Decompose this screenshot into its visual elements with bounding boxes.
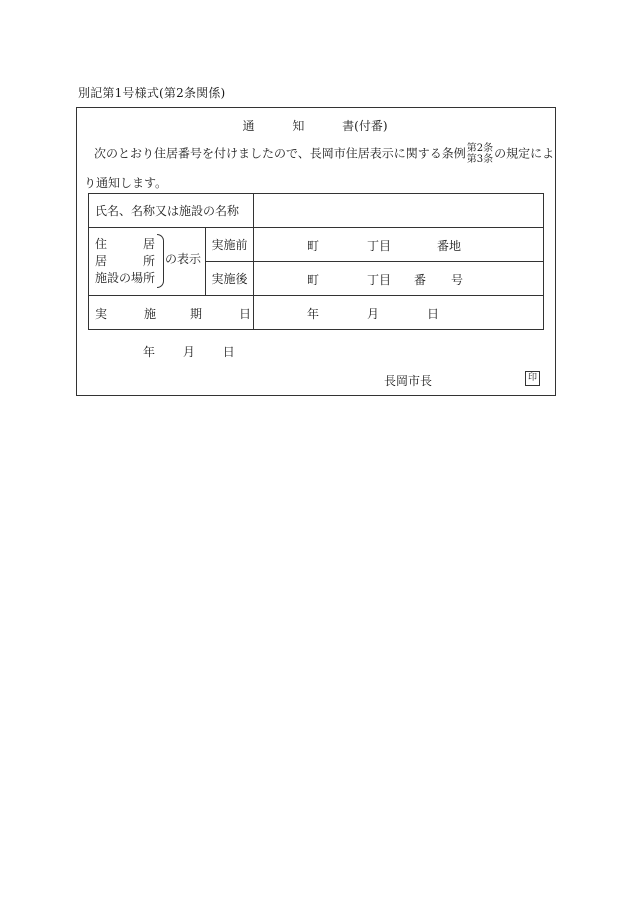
date-label-1: 実 xyxy=(95,307,108,321)
article-b: 第3条 xyxy=(466,154,494,165)
body-text-before: 次のとおり住居番号を付けましたので、長岡市住居表示に関する条例 xyxy=(94,146,466,161)
address-line-1: 住 居 xyxy=(95,237,156,251)
after-machi: 町 xyxy=(307,273,320,287)
address-line-3: 施設の場所 xyxy=(95,271,156,285)
seal-icon: 印 xyxy=(525,371,540,386)
notice-table xyxy=(88,193,544,330)
body-line-1 xyxy=(94,143,554,165)
after-chome: 丁目 xyxy=(367,273,392,287)
issuer: 長岡市長 xyxy=(384,374,433,388)
address-line-2: 居 所 xyxy=(95,254,156,268)
before-label: 実施前 xyxy=(206,228,254,262)
date-month: 月 xyxy=(367,307,380,321)
issue-year: 年 xyxy=(143,345,156,359)
display-label: の表示 xyxy=(165,252,202,266)
date-day: 日 xyxy=(427,307,440,321)
document-title xyxy=(0,117,630,134)
date-label-2: 施 xyxy=(144,307,157,321)
after-value[interactable] xyxy=(254,262,544,296)
body-line-2: り通知します。 xyxy=(84,176,168,190)
issue-month: 月 xyxy=(182,345,195,359)
date-label xyxy=(89,296,254,330)
body-text-after: の規定によ xyxy=(494,146,555,161)
title-char-1: 通 xyxy=(242,119,255,133)
date-label-3: 期 xyxy=(190,307,203,321)
issue-date[interactable] xyxy=(143,343,259,360)
name-value[interactable] xyxy=(254,194,544,228)
form-caption: 別記第1号様式(第2条関係) xyxy=(78,86,226,100)
date-year: 年 xyxy=(307,307,320,321)
brace-icon xyxy=(157,234,164,288)
title-char-3: 書(付番) xyxy=(342,119,388,133)
article-stack xyxy=(467,143,493,165)
after-go: 号 xyxy=(451,273,464,287)
before-banchi: 番地 xyxy=(437,239,462,253)
date-label-4: 日 xyxy=(239,307,252,321)
date-value[interactable] xyxy=(254,296,544,330)
before-chome: 丁目 xyxy=(367,239,392,253)
address-label xyxy=(89,228,206,296)
after-label: 実施後 xyxy=(206,262,254,296)
after-ban: 番 xyxy=(414,273,427,287)
before-value[interactable] xyxy=(254,228,544,262)
title-char-2: 知 xyxy=(292,119,305,133)
article-a: 第2条 xyxy=(466,143,494,154)
issue-day: 日 xyxy=(222,345,235,359)
name-label: 氏名、名称又は施設の名称 xyxy=(89,194,254,228)
before-machi: 町 xyxy=(307,239,320,253)
